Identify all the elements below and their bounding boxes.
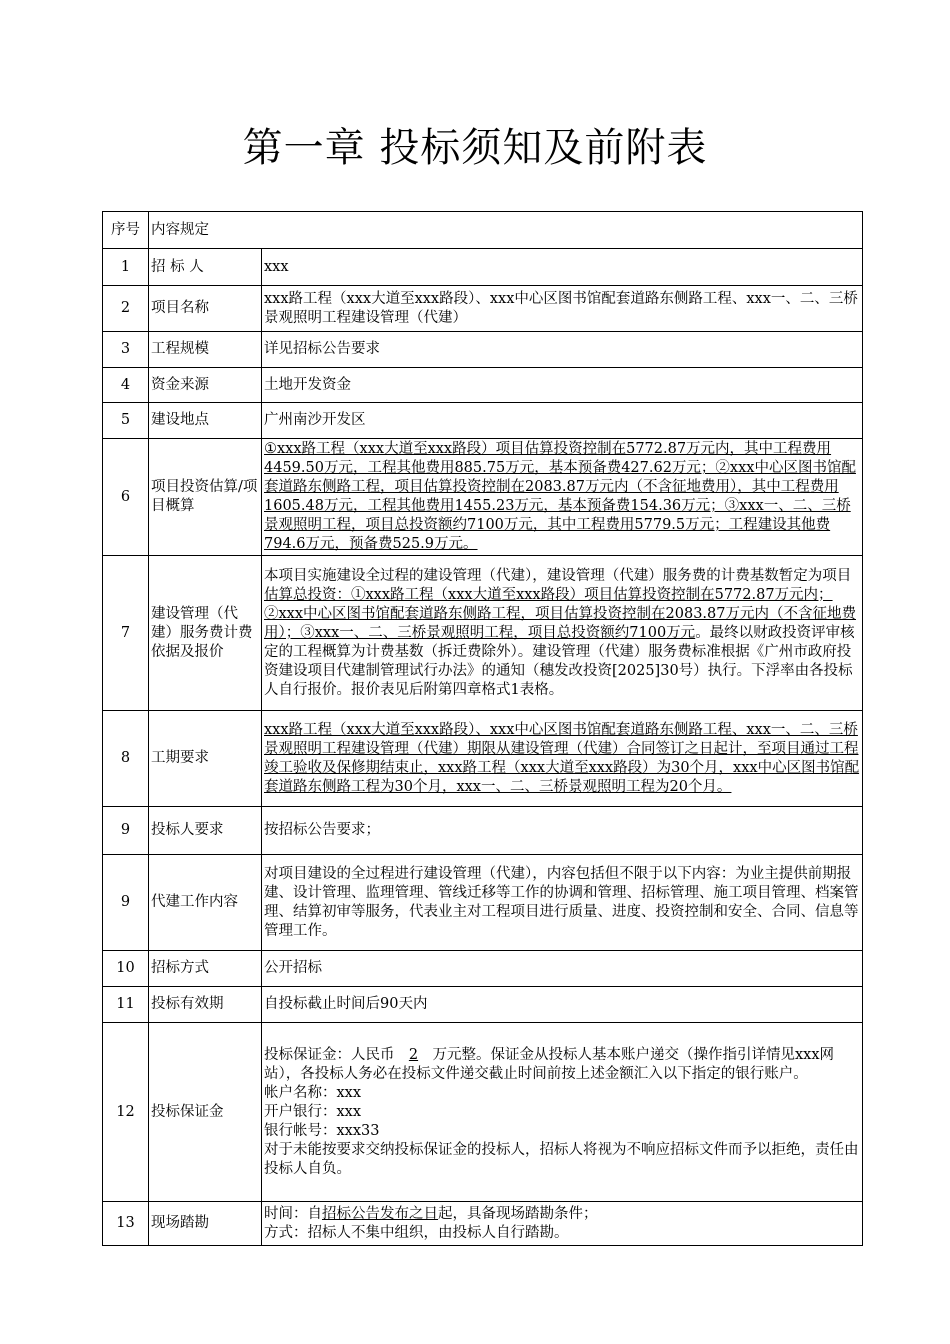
fee-basis-investment: 估算总投资：①xxx路工程（xxx大道至xxx路段）项目估算投资控制在5772.87万元内；②xxx中心区图书馆配套道路东侧路工程，项目估算投资控制在2083.87万元内（不含征地费用）；③xxx一、二、三桥景观照明工程，项目总投资额约7100万元 — [264, 586, 856, 641]
row-content: 详见招标公告要求 — [262, 332, 863, 368]
row-content: 广州南沙开发区 — [262, 403, 863, 439]
row-num: 1 — [103, 249, 149, 286]
table-row — [103, 368, 863, 403]
row-content: ①xxx路工程（xxx大道至xxx路段）项目估算投资控制在5772.87万元内，其中工程费用4459.50万元，工程其他费用885.75万元，基本预备费427.62万元；②xxx中心区图书馆配套道路东侧路工程，项目估算投资控制在2083.87万元内（不含征地费用），其中工程费用1605.48万元，工程其他费用1455.23万元，基本预备费154.36万元；③xxx一、二、三桥景观照明工程，项目总投资额约7100万元，其中工程费用5779.5万元；工程建设其他费794.6万元，预备费525.9万元。 — [262, 439, 863, 556]
survey-time-start: 招标公告发布之日 — [322, 1205, 438, 1222]
row-num: 11 — [103, 987, 149, 1023]
row-num: 2 — [103, 286, 149, 332]
fee-basis-rules: 。最终以财政投资评审核定的工程概算为计费基数（拆迁费除外）。建设管理（代建）服务费标准根据《广州市政府投资建设项目代建制管理试行办法》的通知（穗发改投资[2025]30号）执行。下浮率由各投标人自行报价。报价表见后附第四章格式1表格。 — [264, 624, 855, 698]
bid-notice-table — [102, 211, 863, 1246]
row-label: 项目投资估算/项目概算 — [149, 439, 262, 556]
bond-suffix: 万元整。保证金从投标人基本账户递交（操作指引详情见xxx网站），各投标人务必在投标文件递交截止时间前按上述金额汇入以下指定的银行账户。 — [264, 1046, 835, 1082]
table-row — [103, 1202, 863, 1246]
survey-time-prefix: 时间：自 — [264, 1205, 322, 1222]
table-row — [103, 987, 863, 1023]
row-num: 3 — [103, 332, 149, 368]
table-row — [103, 403, 863, 439]
row-label: 建设管理（代建）服务费计费依据及报价 — [149, 556, 262, 711]
row-content — [262, 1023, 863, 1202]
row-num: 6 — [103, 439, 149, 556]
row-num: 9 — [103, 807, 149, 855]
row-num: 12 — [103, 1023, 149, 1202]
row-label: 投标保证金 — [149, 1023, 262, 1202]
account-number: 银行帐号：xxx33 — [264, 1122, 380, 1139]
table-row — [103, 711, 863, 807]
row-content: 自投标截止时间后90天内 — [262, 987, 863, 1023]
table-row — [103, 332, 863, 368]
header-num: 序号 — [103, 212, 149, 249]
row-num: 4 — [103, 368, 149, 403]
row-label: 投标有效期 — [149, 987, 262, 1023]
bond-prefix: 投标保证金：人民币 — [264, 1046, 395, 1063]
row-num: 9 — [103, 855, 149, 951]
table-row — [103, 1023, 863, 1202]
row-content: xxx路工程（xxx大道至xxx路段）、xxx中心区图书馆配套道路东侧路工程、xxx一、二、三桥景观照明工程建设管理（代建）期限从建设管理（代建）合同签订之日起计，至项目通过工程竣工验收及保修期结束止，xxx路工程（xxx大道至xxx路段）为30个月，xxx中心区图书馆配套道路东侧路工程为30个月，xxx一、二、三桥景观照明工程为20个月。 — [262, 711, 863, 807]
row-label: 建设地点 — [149, 403, 262, 439]
bond-amount: 2 — [408, 1046, 419, 1063]
bond-amount-text — [264, 1046, 860, 1084]
header-label: 内容规定 — [149, 212, 863, 249]
fee-basis-text: 本项目实施建设全过程的建设管理（代建），建设管理（代建）服务费的计费基数暂定为项目 — [264, 567, 852, 584]
table-row — [103, 286, 863, 332]
row-label: 招 标 人 — [149, 249, 262, 286]
row-content: 对项目建设的全过程进行建设管理（代建），内容包括但不限于以下内容：为业主提供前期报建、设计管理、监理管理、管线迁移等工作的协调和管理、招标管理、施工项目管理、档案管理、结算初审等服务，代表业主对工程项目进行质量、进度、投资控制和安全、合同、信息等管理工作。 — [262, 855, 863, 951]
row-num: 8 — [103, 711, 149, 807]
row-content: 按招标公告要求； — [262, 807, 863, 855]
survey-time-suffix: 起，具备现场踏勘条件； — [438, 1205, 598, 1222]
table-row — [103, 951, 863, 987]
table-row — [103, 249, 863, 286]
table-row — [103, 807, 863, 855]
row-num: 13 — [103, 1202, 149, 1246]
survey-method: 方式：招标人不集中组织，由投标人自行踏勘。 — [264, 1224, 569, 1241]
row-label: 资金来源 — [149, 368, 262, 403]
row-content: 公开招标 — [262, 951, 863, 987]
row-label: 现场踏勘 — [149, 1202, 262, 1246]
row-label: 工程规模 — [149, 332, 262, 368]
row-content — [262, 556, 863, 711]
page-title: 第一章 投标须知及前附表 — [242, 125, 708, 171]
table-row — [103, 556, 863, 711]
table-row — [103, 439, 863, 556]
row-num: 5 — [103, 403, 149, 439]
bank-name: 开户银行：xxx — [264, 1103, 362, 1120]
row-label: 投标人要求 — [149, 807, 262, 855]
survey-time — [264, 1205, 860, 1224]
table-row — [103, 855, 863, 951]
bond-note: 对于未能按要求交纳投标保证金的投标人，招标人将视为不响应招标文件而予以拒绝，责任由投标人自负。 — [264, 1141, 859, 1177]
table-header-row — [103, 212, 863, 249]
row-content: xxx路工程（xxx大道至xxx路段）、xxx中心区图书馆配套道路东侧路工程、xxx一、二、三桥景观照明工程建设管理（代建） — [262, 286, 863, 332]
row-label: 项目名称 — [149, 286, 262, 332]
row-label: 招标方式 — [149, 951, 262, 987]
row-content — [262, 1202, 863, 1246]
row-content: xxx — [262, 249, 863, 286]
row-content: 土地开发资金 — [262, 368, 863, 403]
account-name: 帐户名称：xxx — [264, 1084, 362, 1101]
row-num: 10 — [103, 951, 149, 987]
row-label: 工期要求 — [149, 711, 262, 807]
row-label: 代建工作内容 — [149, 855, 262, 951]
row-num: 7 — [103, 556, 149, 711]
